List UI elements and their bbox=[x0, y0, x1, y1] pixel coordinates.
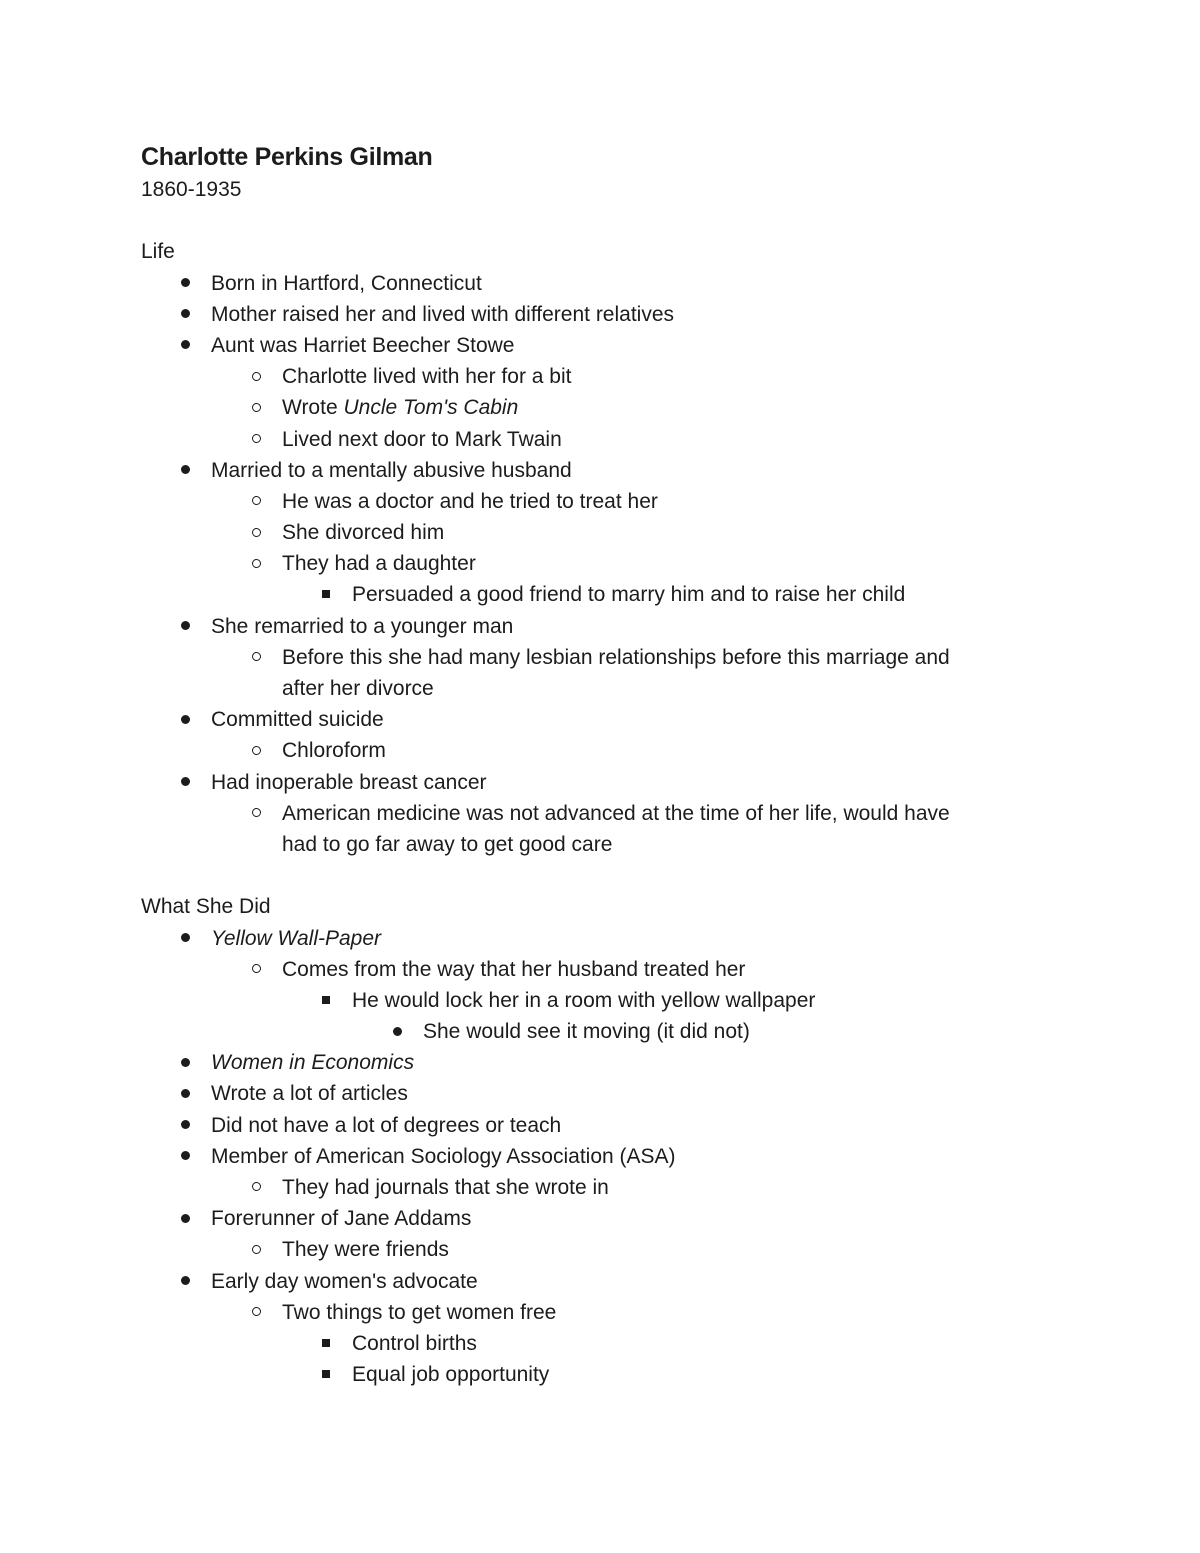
list-item: Mother raised her and lived with different relatives bbox=[141, 299, 1041, 330]
disc-bullet-icon bbox=[175, 330, 195, 361]
list-item: Equal job opportunity bbox=[141, 1359, 1041, 1390]
circle-bullet-icon bbox=[246, 642, 266, 673]
circle-bullet-icon bbox=[246, 798, 266, 829]
list-item: They were friends bbox=[141, 1234, 1041, 1265]
list-item: They had a daughter bbox=[141, 548, 1041, 579]
disc-bullet-icon bbox=[387, 1016, 407, 1047]
wrote-prefix: Wrote bbox=[282, 396, 344, 420]
list-item: She divorced him bbox=[141, 517, 1041, 548]
list-item: Did not have a lot of degrees or teach bbox=[141, 1110, 1041, 1141]
circle-bullet-icon bbox=[246, 361, 266, 392]
list-item: Had inoperable breast cancer bbox=[141, 767, 1041, 798]
spacer bbox=[141, 860, 1041, 891]
disc-bullet-icon bbox=[175, 767, 195, 798]
circle-bullet-icon bbox=[246, 1297, 266, 1328]
list-item: Chloroform bbox=[141, 735, 1041, 766]
dates: 1860-1935 bbox=[141, 178, 242, 201]
disc-bullet-icon bbox=[175, 1047, 195, 1078]
circle-bullet-icon bbox=[246, 517, 266, 548]
list-item: Before this she had many lesbian relationships before this marriage and bbox=[141, 642, 1041, 673]
list-item-continuation: had to go far away to get good care bbox=[282, 832, 613, 856]
list-item bbox=[141, 392, 1041, 423]
list-item: He was a doctor and he tried to treat her bbox=[141, 486, 1041, 517]
list-item: Lived next door to Mark Twain bbox=[141, 424, 1041, 455]
circle-bullet-icon bbox=[246, 486, 266, 517]
circle-bullet-icon bbox=[246, 735, 266, 766]
book-title: Uncle Tom's Cabin bbox=[343, 396, 519, 420]
circle-bullet-icon bbox=[246, 1234, 266, 1265]
disc-bullet-icon bbox=[175, 611, 195, 642]
disc-bullet-icon bbox=[175, 704, 195, 735]
disc-bullet-icon bbox=[175, 455, 195, 486]
circle-bullet-icon bbox=[246, 548, 266, 579]
spacer bbox=[141, 205, 1041, 236]
list-item: She remarried to a younger man bbox=[141, 611, 1041, 642]
list-item: Forerunner of Jane Addams bbox=[141, 1203, 1041, 1234]
list-item-continuation: after her divorce bbox=[282, 677, 434, 700]
list-item: Born in Hartford, Connecticut bbox=[141, 268, 1041, 299]
list-item: Women in Economics bbox=[141, 1047, 1041, 1078]
list-item: Committed suicide bbox=[141, 704, 1041, 735]
disc-bullet-icon bbox=[175, 1110, 195, 1141]
circle-bullet-icon bbox=[246, 1172, 266, 1203]
list-item: He would lock her in a room with yellow wallpaper bbox=[141, 985, 1041, 1016]
disc-bullet-icon bbox=[175, 299, 195, 330]
disc-bullet-icon bbox=[175, 923, 195, 954]
circle-bullet-icon bbox=[246, 392, 266, 423]
list-item: She would see it moving (it did not) bbox=[141, 1016, 1041, 1047]
circle-bullet-icon bbox=[246, 954, 266, 985]
section-heading-life: Life bbox=[141, 240, 175, 264]
list-item: American medicine was not advanced at the time of her life, would have bbox=[141, 798, 1041, 829]
circle-bullet-icon bbox=[246, 424, 266, 455]
list-item: Charlotte lived with her for a bit bbox=[141, 361, 1041, 392]
disc-bullet-icon bbox=[175, 1266, 195, 1297]
list-item: Aunt was Harriet Beecher Stowe bbox=[141, 330, 1041, 361]
list-item: Control births bbox=[141, 1328, 1041, 1359]
page-title: Charlotte Perkins Gilman bbox=[141, 143, 433, 171]
disc-bullet-icon bbox=[175, 1141, 195, 1172]
disc-bullet-icon bbox=[175, 1203, 195, 1234]
disc-bullet-icon bbox=[175, 1078, 195, 1109]
square-bullet-icon bbox=[316, 1328, 336, 1359]
square-bullet-icon bbox=[316, 579, 336, 610]
disc-bullet-icon bbox=[175, 268, 195, 299]
square-bullet-icon bbox=[316, 1359, 336, 1390]
section-heading-what-she-did: What She Did bbox=[141, 895, 271, 919]
list-item: They had journals that she wrote in bbox=[141, 1172, 1041, 1203]
list-item: Two things to get women free bbox=[141, 1297, 1041, 1328]
list-item: Comes from the way that her husband treated her bbox=[141, 954, 1041, 985]
list-item: Persuaded a good friend to marry him and to raise her child bbox=[141, 579, 1041, 610]
list-item: Married to a mentally abusive husband bbox=[141, 455, 1041, 486]
document-page bbox=[141, 140, 1041, 1390]
square-bullet-icon bbox=[316, 985, 336, 1016]
list-item: Wrote a lot of articles bbox=[141, 1078, 1041, 1109]
list-item: Yellow Wall-Paper bbox=[141, 923, 1041, 954]
list-item: Member of American Sociology Association (ASA) bbox=[141, 1141, 1041, 1172]
list-item: Early day women's advocate bbox=[141, 1266, 1041, 1297]
